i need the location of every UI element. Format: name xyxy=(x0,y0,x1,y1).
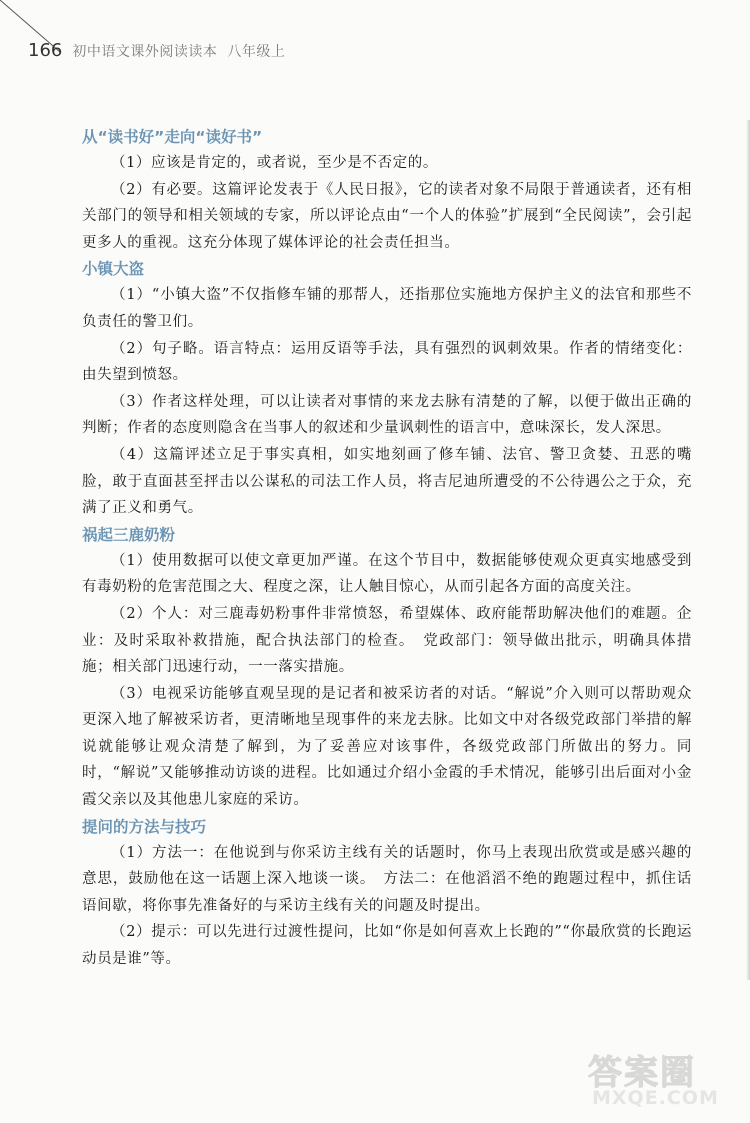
page-header xyxy=(28,40,285,64)
page-edge-shadow xyxy=(746,120,750,980)
answer-paragraph: （3）作者这样处理，可以让读者对事情的来龙去脉有清楚的了解，以便于做出正确的判断；作者的态度则隐含在当事人的叙述和少量讽刺性的语言中，意味深长，发人深思。 xyxy=(82,393,692,437)
answer-content xyxy=(82,124,692,973)
answer-paragraph: （1）“小镇大盗”不仅指修车铺的那帮人，还指那位实施地方保护主义的法官和那些不负责任的警卫们。 xyxy=(82,287,692,330)
section-title: 祸起三鹿奶粉 xyxy=(82,525,176,544)
answer-paragraph: （1）应该是肯定的，或者说，至少是不否定的。 xyxy=(111,155,438,171)
book-title xyxy=(72,41,285,61)
answer-paragraph: （2）有必要。这篇评论发表于《人民日报》，它的读者对象不局限于普通读者，还有相关部门的领导和相关领域的专家，所以评论点由“一个人的体验”扩展到“全民阅读”，会引起更多人的重视。这充分体现了媒体评论的社会责任担当。 xyxy=(82,181,692,251)
answer-paragraph: （4）这篇评述立足于事实真相，如实地刻画了修车铺、法官、警卫贪婪、丑恶的嘴脸，敢于直面甚至抨击以公谋私的司法工作人员，将吉尼迪所遭受的不公待遇公之于众，充满了正义和勇气。 xyxy=(82,446,692,517)
watermark-text: 答案圈 xyxy=(588,1053,696,1093)
answer-paragraph: （3）电视采访能够直观呈现的是记者和被采访者的对话。“解说”介入则可以帮助观众更深入地了解被采访者，更清晰地呈现事件的来龙去脉。比如文中对各级党政部门举措的解说就能够让观众清楚了解到，为了妥善应对该事件，各级党政部门所做出的努力。同时，“解说”又能够推动访谈的进程。比如通过介绍小金霞的手术情况，能够引出后面对小金霞父亲以及其他患儿家庭的采访。 xyxy=(82,685,692,809)
watermark-url: MXQE.COM xyxy=(592,1087,719,1109)
book-title-text: 初中语文课外阅读读本 xyxy=(72,44,218,60)
section-title: 小镇大盗 xyxy=(82,260,145,279)
watermark-logo xyxy=(586,1045,736,1115)
answer-paragraph: （1）方法一：在他说到与你采访主线有关的话题时，你马上表现出欣赏或是感兴趣的意思，鼓励他在这一话题上深入地谈一谈。 方法二：在他滔滔不绝的跑题过程中，抓住话语间歇，将你事先准备好的与采访主线有关的问题及时提出。 xyxy=(82,844,692,914)
answer-paragraph: （1）使用数据可以使文章更加严谨。在这个节目中，数据能够使观众更真实地感受到有毒奶粉的危害范围之大、程度之深，让人触目惊心，从而引起各方面的高度关注。 xyxy=(82,552,692,596)
grade-label: 八年级上 xyxy=(227,44,286,60)
answer-paragraph: （2）句子略。语言特点：运用反语等手法，具有强烈的讽刺效果。作者的情绪变化：由失望到愤怒。 xyxy=(82,340,692,384)
section-title: 提问的方法与技巧 xyxy=(82,817,207,836)
answer-paragraph: （2）个人：对三鹿毒奶粉事件非常愤怒，希望媒体、政府能帮助解决他们的难题。企业：及时采取补救措施，配合执法部门的检查。 党政部门：领导做出批示，明确具体措施；相关部门迅速行动，一一落实措施。 xyxy=(82,605,692,676)
page-number: 166 xyxy=(28,40,63,61)
section-title: 从“读书好”走向“读好书” xyxy=(82,128,263,146)
answer-paragraph: （2）提示：可以先进行过渡性提问，比如“你是如何喜欢上长跑的”“你最欣赏的长跑运动员是谁”等。 xyxy=(82,924,692,968)
